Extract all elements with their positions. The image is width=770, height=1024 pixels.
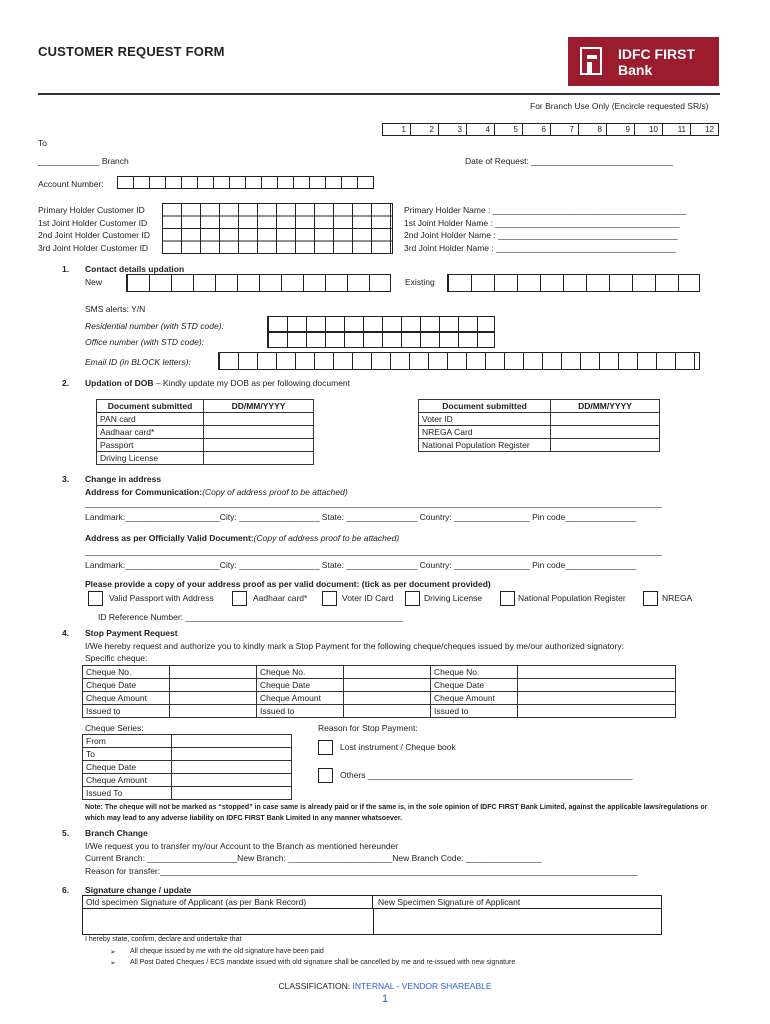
npr-checkbox[interactable] [500,591,515,606]
date-cell[interactable] [204,452,314,465]
value-cell[interactable] [172,787,292,800]
sr-cell[interactable]: 6 [522,123,551,136]
value-cell[interactable] [172,735,292,748]
row-label: Cheque No. [83,666,170,679]
doc-cell: National Population Register [419,439,551,452]
account-number-label: Account Number: [38,179,104,189]
joint3-name-field[interactable]: 3rd Joint Holder Name : ______________________________________ [404,242,676,253]
section-number: 4. [62,628,70,638]
form-title: CUSTOMER REQUEST FORM [38,44,225,59]
date-cell[interactable] [551,426,660,439]
comm-title: Address for Communication: [85,487,203,497]
existing-label: Existing [405,277,435,287]
option-label: National Population Register [518,593,626,603]
section-title [85,378,350,388]
new-signature-label: New Specimen Signature of Applicant [373,896,661,909]
sr-cell[interactable]: 3 [438,123,467,136]
doc-cell: NREGA Card [419,426,551,439]
dob-table-left [96,399,314,465]
value-cell[interactable] [344,666,431,679]
header-divider [38,93,720,95]
email-label: Email ID (in BLOCK letters): [85,357,191,367]
doc-cell: Voter ID [419,413,551,426]
row-label: Cheque No. [257,666,344,679]
section-title: Change in address [85,474,162,484]
row-label: Cheque No. [431,666,518,679]
value-cell[interactable] [170,679,257,692]
ovd-note: (Copy of address proof to be attached) [253,533,400,543]
date-of-request-field[interactable]: Date of Request: ______________________________ [465,156,673,166]
joint2-id-label: 2nd Joint Holder Customer ID [38,230,150,240]
logo-text: IDFC FIRST [618,46,695,62]
residential-boxes[interactable] [267,316,495,332]
date-cell[interactable] [551,439,660,452]
office-label: Office number (with STD code): [85,337,205,347]
branch-use-label: For Branch Use Only (Encircle requested SR/s) [530,101,709,111]
joint3-id-label: 3rd Joint Holder Customer ID [38,242,149,253]
comm-address-line[interactable]: __________________________________________________________________________________________________________________________ [85,498,662,508]
logo-icon [580,47,602,75]
sr-cell[interactable]: 5 [494,123,523,136]
value-cell[interactable] [518,679,676,692]
existing-contact-boxes[interactable] [447,274,700,292]
row-label: Issued to [83,705,170,718]
sr-cell[interactable]: 12 [690,123,719,136]
sr-cell[interactable]: 10 [634,123,663,136]
bullet-arrow-icon: ➢ [110,960,116,967]
classification-value: INTERNAL - VENDOR SHAREABLE [352,981,492,991]
signature-divider [373,908,374,934]
row-label: Cheque Date [257,679,344,692]
option-label: Voter ID Card [342,593,394,603]
comm-note: (Copy of address proof to be attached) [202,487,348,497]
value-cell[interactable] [518,666,676,679]
stop-payment-text: I/We hereby request and authorize you to kindly mark a Stop Payment for the following cheque/cheques issued by me/our authorized signatory: [85,641,624,651]
specific-cheque-table [82,665,676,718]
row-label: Issued To [83,787,172,800]
declaration-text: I hereby state, confirm, declare and undertake that [85,936,242,943]
section-title: Stop Payment Request [85,628,178,638]
primary-id-label: Primary Holder Customer ID [38,205,145,215]
customer-id-grid[interactable] [162,203,393,254]
bullet-arrow-icon: ➢ [110,949,116,956]
specific-cheque-label: Specific cheque: [85,653,148,663]
sr-cell[interactable]: 4 [466,123,495,136]
sr-cell[interactable]: 7 [550,123,579,136]
page-number-value: 1 [381,993,389,1005]
sr-cell[interactable]: 11 [662,123,691,136]
sr-cell[interactable]: 8 [578,123,607,136]
col-header: Document submitted [419,400,551,413]
reason-label: Reason for Stop Payment: [318,723,418,733]
date-cell[interactable] [551,413,660,426]
cheque-series-table [82,734,292,800]
value-cell[interactable] [518,705,676,718]
ovd-address-line[interactable]: __________________________________________________________________________________________________________________________ [85,546,662,556]
option-label: Driving License [424,593,483,603]
value-cell[interactable] [170,692,257,705]
old-signature-label: Old specimen Signature of Applicant (as per Bank Record) [83,896,373,909]
col-header: Document submitted [97,400,204,413]
ovd-address-label [85,533,399,543]
signature-box[interactable] [82,895,662,935]
sms-alerts[interactable]: SMS alerts: Y/N [85,304,146,314]
row-label: To [83,748,172,761]
others-checkbox[interactable] [318,768,333,783]
voter-id-checkbox[interactable] [322,591,337,606]
dob-subtitle: – Kindly update my DOB as per following document [153,378,351,388]
date-cell[interactable] [204,413,314,426]
row-label: Issued to [257,705,344,718]
joint1-name-field[interactable]: 1st Joint Holder Name : _______________________________________ [404,217,680,228]
ovd-address-details[interactable]: Landmark:____________________City: _________________ State: _______________ Country: ________________ Pin code_______________ [85,560,637,570]
comm-address-details[interactable]: Landmark:____________________City: _________________ State: _______________ Country: ________________ Pin code_______________ [85,512,637,522]
branch-change-text: I/We request you to transfer my/our Account to the Branch as mentioned hereunder [85,841,399,851]
to-label: To [38,138,47,148]
doc-cell: Passport [97,439,204,452]
others-field[interactable]: Others ________________________________________________________ [340,770,633,780]
date-cell[interactable] [204,439,314,452]
row-label: Cheque Date [83,679,170,692]
joint2-name-field[interactable]: 2nd Joint Holder Name : ______________________________________ [404,230,678,240]
row-label: Cheque Amount [83,692,170,705]
dob-title: Updation of DOB [85,378,154,388]
residential-label: Residential number (with STD code): [85,321,224,331]
doc-cell: Driving License [97,452,204,465]
cheque-series-label: Cheque Series: [85,723,144,733]
value-cell[interactable] [344,692,431,705]
option-label: Valid Passport with Address [109,593,214,603]
branch-field[interactable]: _____________ Branch [38,156,129,166]
transfer-reason-field[interactable]: Reason for transfer:_____________________________________________________________________________________________________ [85,866,638,876]
proof-instruction: Please provide a copy of your address proof as per valid document: (tick as per document provided) [85,579,491,589]
value-cell[interactable] [172,761,292,774]
option-label: Aadhaar card* [253,593,308,603]
row-label: Cheque Amount [83,774,172,787]
aadhaar-checkbox[interactable] [232,591,247,606]
value-cell[interactable] [172,748,292,761]
sr-cell[interactable]: 1 [382,123,411,136]
sr-cell[interactable]: 9 [606,123,635,136]
lost-instrument-label: Lost instrument / Cheque book [340,742,456,752]
new-label: New [85,277,103,287]
section-number: 5. [62,828,70,838]
classification-label: CLASSIFICATION: [278,981,353,991]
declaration-item: All Post Dated Cheques / ECS mandate issued with old signature shall be cancelled by me and re-issued with new signature [130,959,516,966]
row-label: Issued to [431,705,518,718]
customer-id-labels [38,204,150,254]
comm-address-label [85,487,348,497]
ovd-title: Address as per Officially Valid Document: [85,533,254,543]
doc-cell: Aadhaar card* [97,426,204,439]
section-title: Contact details updation [85,264,185,274]
value-cell[interactable] [344,679,431,692]
section-title: Signature change / update [85,885,192,895]
row-label: Cheque Amount [431,692,518,705]
section-title: Branch Change [85,828,148,838]
option-label: NREGA [662,593,693,603]
date-cell[interactable] [204,426,314,439]
dob-table-right [418,399,660,452]
sr-number-row[interactable] [382,123,718,136]
section-number: 2. [62,378,70,388]
driving-license-checkbox[interactable] [405,591,420,606]
value-cell[interactable] [344,705,431,718]
classification [0,981,770,991]
passport-checkbox[interactable] [88,591,103,606]
id-reference-field[interactable]: ID Reference Number: ______________________________________________ [98,612,403,622]
primary-name-field[interactable]: Primary Holder Name : _________________________________________ [404,205,687,215]
col-header: DD/MM/YYYY [551,400,660,413]
bank-logo [568,37,719,86]
row-label: From [83,735,172,748]
row-label: Cheque Date [83,761,172,774]
new-contact-boxes[interactable] [126,274,391,292]
section-number: 6. [62,885,70,895]
logo-text-2: Bank [618,62,653,78]
nrega-checkbox[interactable] [643,591,658,606]
lost-instrument-checkbox[interactable] [318,740,333,755]
office-boxes[interactable] [267,332,495,348]
row-label: Cheque Date [431,679,518,692]
value-cell[interactable] [518,692,676,705]
row-label: Cheque Amount [257,692,344,705]
value-cell[interactable] [172,774,292,787]
page-number [0,993,770,1005]
col-header: DD/MM/YYYY [204,400,314,413]
branch-change-fields[interactable]: Current Branch: ___________________New Branch: ______________________New Branch Code: ________________ [85,853,542,863]
email-boxes[interactable] [218,352,700,370]
sr-cell[interactable]: 2 [410,123,439,136]
holder-name-fields[interactable] [404,204,687,254]
value-cell[interactable] [170,705,257,718]
section-number: 1. [62,264,70,274]
account-number-boxes[interactable] [117,176,373,189]
declaration-item: All cheque issued by me with the old signature have been paid [130,948,324,955]
doc-cell: PAN card [97,413,204,426]
section-number: 3. [62,474,70,484]
value-cell[interactable] [170,666,257,679]
joint1-id-label: 1st Joint Holder Customer ID [38,217,148,228]
stop-payment-note: Note: The cheque will not be marked as “stopped” in case same is already paid or if the same is, in the sole opinion of IDFC FIRST Bank Limited, against the applicable laws/regulations or which may lead to any adverse liability on IDFC FIRST Bank Limited in any manner whatsoever. [85,804,708,822]
